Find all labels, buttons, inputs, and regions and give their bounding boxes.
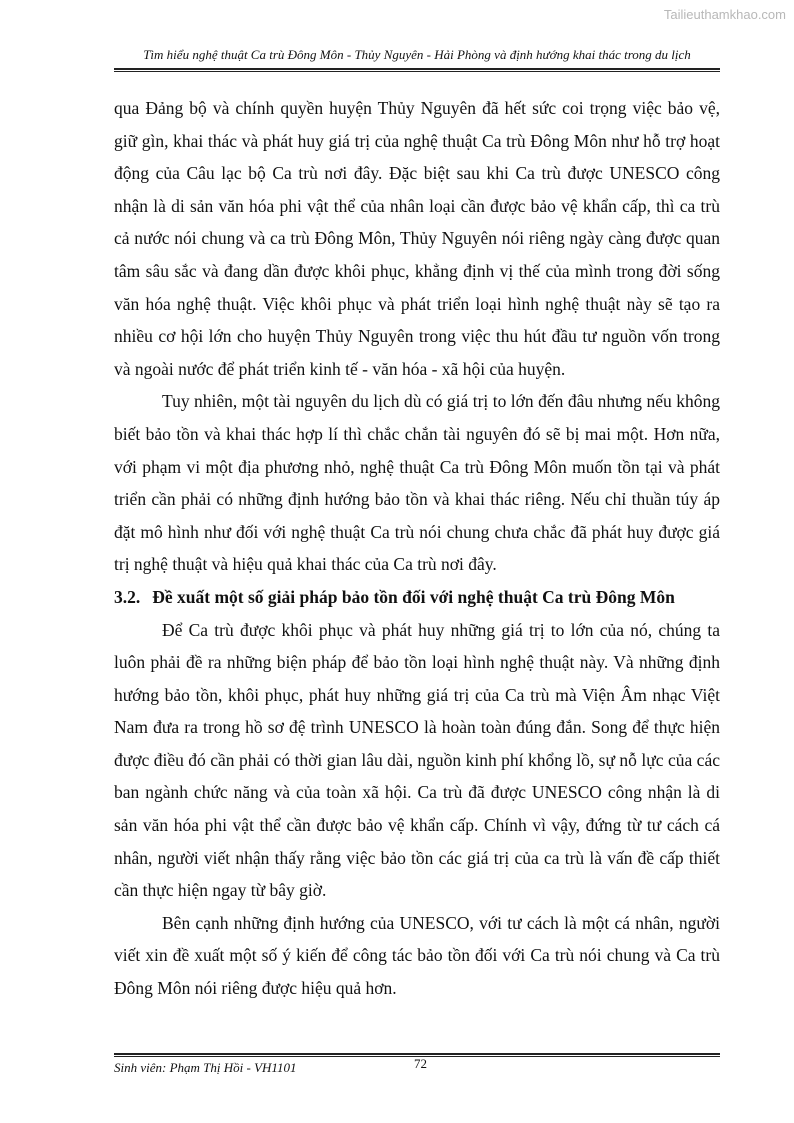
header-rule xyxy=(114,68,720,70)
section-number: 3.2. xyxy=(114,586,141,607)
paragraph-3: Để Ca trù được khôi phục và phát huy những giá trị to lớn của nó, chúng ta luôn phải đề ra những biện pháp để bảo tồn loại hình nghệ thuật này. Và những định hướng bảo tồn, khôi phục, phát huy những giá trị của Ca trù mà Viện Âm nhạc Việt Nam đưa ra trong hồ sơ đệ trình UNESCO là hoàn toàn đúng đắn. Song để thực hiện được điều đó cần phải có thời gian lâu dài, nguồn kinh phí khổng lồ, sự nỗ lực của các ban ngành chức năng và của toàn xã hội. Ca trù đã được UNESCO công nhận là di sản văn hóa phi vật thể cần được bảo vệ khẩn cấp. Chính vì vậy, đứng từ tư cách cá nhân, người viết nhận thấy rằng việc bảo tồn các giá trị của ca trù là vấn đề cấp thiết cần thực hiện ngay từ bây giờ. xyxy=(114,619,720,901)
watermark: Tailieuthamkhao.com xyxy=(663,7,786,22)
section-heading xyxy=(114,581,720,614)
footer-rule xyxy=(114,1053,720,1055)
header-rule-thin xyxy=(114,71,720,72)
paragraph-2: Tuy nhiên, một tài nguyên du lịch dù có giá trị to lớn đến đâu nhưng nếu không biết bảo tồn và khai thác hợp lí thì chắc chắn tài nguyên đó sẽ bị mai một. Hơn nữa, với phạm vi một địa phương nhỏ, nghệ thuật Ca trù Đông Môn muốn tồn tại và phát triển cần phải có những định hướng bảo tồn và khai thác riêng. Nếu chỉ thuần túy áp đặt mô hình như đối với nghệ thuật Ca trù nói chung chưa chắc đã phát huy được giá trị nghệ thuật và hiệu quả khai thác của Ca trù nơi đây. xyxy=(114,391,720,575)
paragraph-4: Bên cạnh những định hướng của UNESCO, với tư cách là một cá nhân, người viết xin đề xuất một số ý kiến để công tác bảo tồn đối với Ca trù nói chung và Ca trù Đông Môn nói riêng được hiệu quả hơn. xyxy=(114,912,720,999)
paragraph-1: qua Đảng bộ và chính quyền huyện Thủy Nguyên đã hết sức coi trọng việc bảo vệ, giữ gìn, khai thác và phát huy giá trị của nghệ thuật Ca trù Đông Môn như hỗ trợ hoạt động của Câu lạc bộ Ca trù nơi đây. Đặc biệt sau khi Ca trù được UNESCO công nhận là di sản văn hóa phi vật thể của nhân loại cần được bảo vệ khẩn cấp, thì ca trù cả nước nói chung và ca trù Đông Môn, Thủy Nguyên nói riêng ngày càng được quan tâm sâu sắc và đang dần được khôi phục, khẳng định vị thế của mình trong đời sống văn hóa nghệ thuật. Việc khôi phục và phát triển loại hình nghệ thuật này sẽ tạo ra nhiều cơ hội lớn cho huyện Thủy Nguyên trong việc thu hút đầu tư nguồn vốn trong và ngoài nước để phát triển kinh tế - văn hóa - xã hội của huyện. xyxy=(114,98,720,379)
running-header: Tìm hiểu nghệ thuật Ca trù Đông Môn - Thủy Nguyên - Hải Phòng và định hướng khai thác trong du lịch xyxy=(143,47,691,62)
section-title: Đề xuất một số giải pháp bảo tồn đối với nghệ thuật Ca trù Đông Môn xyxy=(152,586,675,607)
footer-student: Sinh viên: Phạm Thị Hồi - VH1101 xyxy=(114,1060,297,1075)
page-number: 72 xyxy=(414,1056,427,1071)
page-content xyxy=(114,92,720,1005)
